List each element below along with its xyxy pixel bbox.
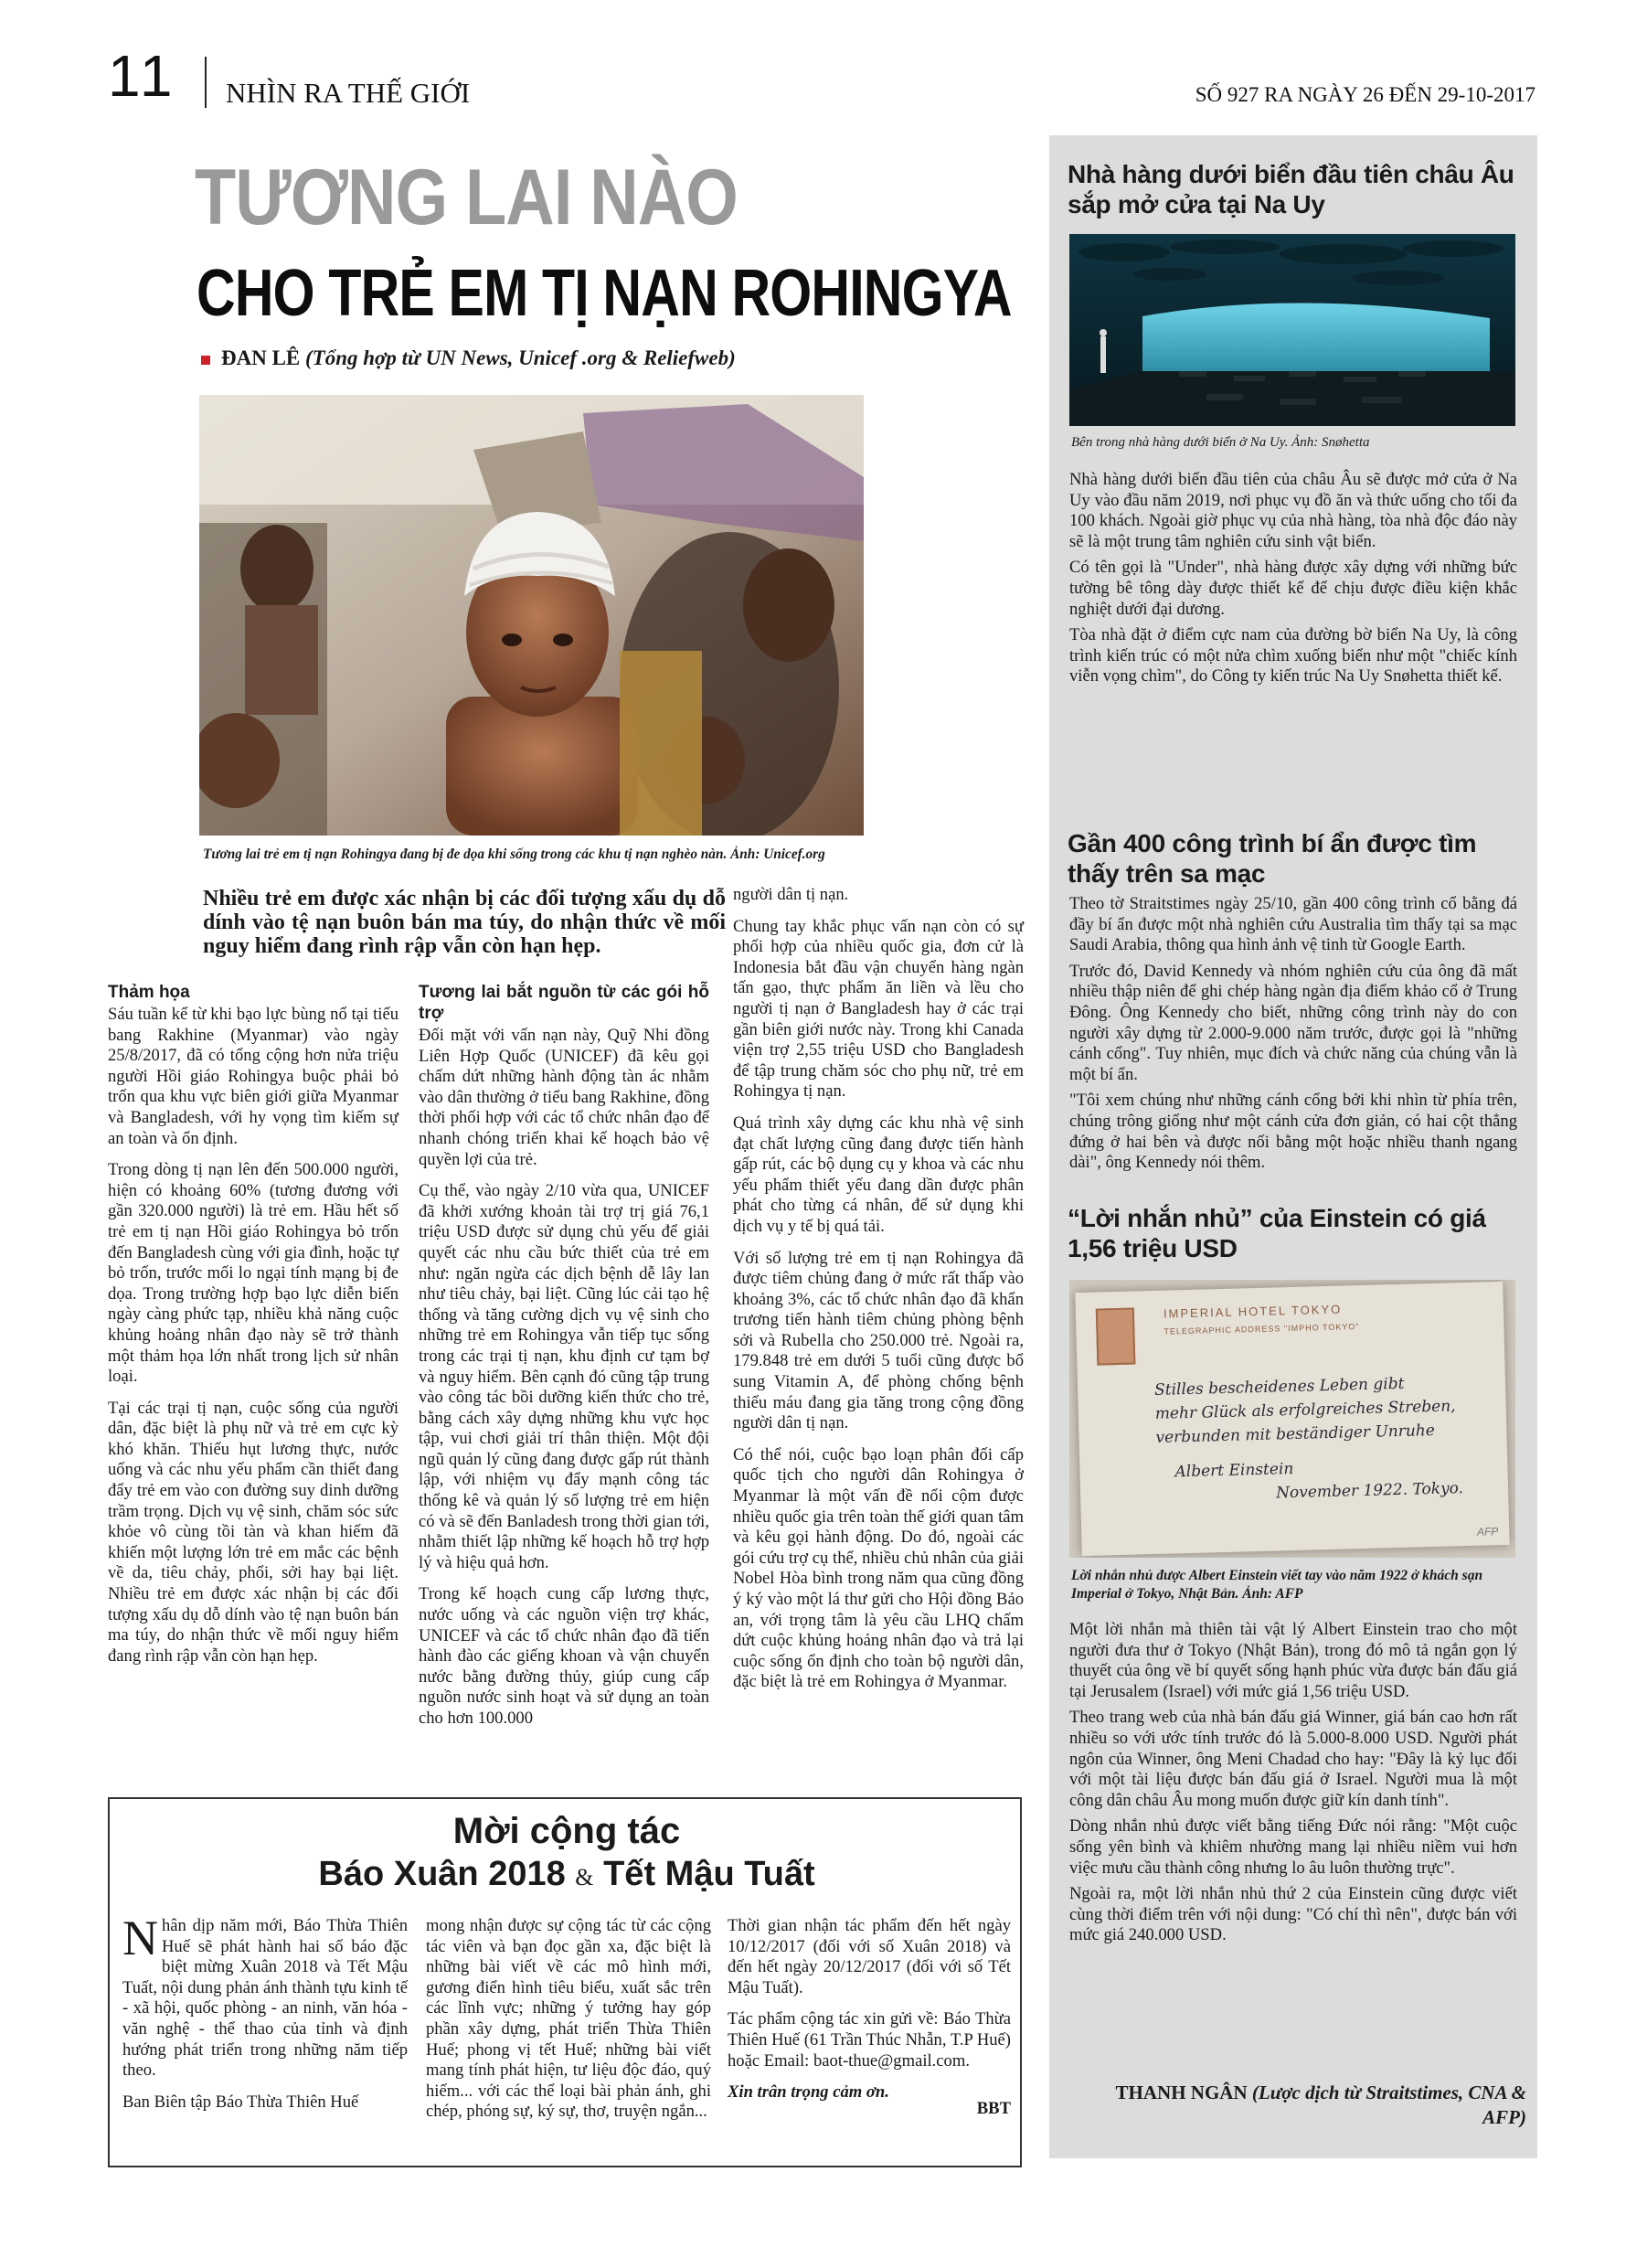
story1-paragraph: Tòa nhà đặt ở điểm cực nam của đường bờ biển Na Uy, là công trình kiến trúc có một nửa chìm xuống biển như một "chiếc kính viễn vọng chìm", do Công ty kiến trúc Na Uy Snøhetta thiết kế. bbox=[1069, 625, 1517, 687]
article-lead: Nhiều trẻ em được xác nhận bị các đối tượng xấu dụ dỗ dính vào tệ nạn buôn bán ma túy, do nhận thức về mối nguy hiểm đang rình rập vẫn còn hạn hẹp. bbox=[203, 887, 726, 958]
story2-paragraph: Theo tờ Straitstimes ngày 25/10, gần 400 công trình cổ bằng đá đầy bí ẩn được một nhà nghiên cứu Australia tìm thấy tại sa mạc Saudi Arabia, thông qua hình ảnh vệ tinh từ Google Earth. bbox=[1069, 894, 1517, 955]
col3-paragraph: người dân tị nạn. bbox=[733, 885, 849, 904]
box-thanks-text: Xin trân trọng cảm ơn. bbox=[728, 2082, 889, 2103]
col1-paragraph: Trong dòng tị nạn lên đến 500.000 người, hiện có khoảng 60% (tương đương với gần 320.000 người) là trẻ em. Hầu hết số trẻ em tị nạn Hồi giáo Rohingya bỏ trốn đến Bangladesh cùng với gia đình, hoặc tự bỏ trốn, trước mối lo ngại tính mạng bị đe dọa. Trong trường hợp bạo lực diễn biến ngày càng phức tạp, nhiều khả năng cuộc khủng hoảng nhân đạo này sẽ trở thành một thảm họa lớn nhất trong lịch sử nhân loại. bbox=[108, 1160, 398, 1387]
box-col1-body: hân dịp năm mới, Báo Thừa Thiên Huế sẽ phát hành hai số báo đặc biệt mừng Xuân 2018 và Tết Mậu Tuất, nội dung phản ánh thành tựu kinh tế - xã hội, quốc phòng - an ninh, văn hóa - văn nghệ - thể thao của tỉnh và định hướng phát triển trong những năm tiếp theo. bbox=[122, 1916, 408, 2081]
article-title-line1: TƯƠNG LAI NÀO bbox=[195, 154, 738, 241]
box-col3-deadline: Thời gian nhận tác phẩm đến hết ngày 10/12/2017 (đối với số Xuân 2018) và đến hết ngày 20/12/2017 (đối với số Tết Mậu Tuất). bbox=[728, 1916, 1011, 1997]
dropcap: N bbox=[122, 1911, 158, 1965]
note-subheader: TELEGRAPHIC ADDRESS "IMPHO TOKYO" bbox=[1164, 1322, 1360, 1336]
sidebar-story2-title: Gần 400 công trình bí ẩn được tìm thấy trên sa mạc bbox=[1068, 829, 1477, 888]
sidebar-story1-caption: Bên trong nhà hàng dưới biển ở Na Uy. Ảnh: Snøhetta bbox=[1071, 435, 1370, 450]
col1-paragraph: Sáu tuần kể từ khi bạo lực bùng nổ tại tiểu bang Rakhine (Myanmar) vào ngày 25/8/2017, đã có tổng cộng hơn nửa triệu người Hồi giáo Rohingya buộc phải bỏ trốn qua khu vực biên giới giữa Myanmar và Bangladesh, với hy vọng tìm kiếm sự an toàn và ổn định. bbox=[108, 1005, 398, 1148]
section-title: NHÌN RA THẾ GIỚI bbox=[226, 77, 471, 109]
heading-tham-hoa: Thảm họa bbox=[108, 983, 190, 1002]
box-col2-text: mong nhận được sự cộng tác từ các cộng tác viên và bạn đọc gần xa, đặc biệt là những bài viết về các mô hình mới, gương điển hình tiêu biểu, xuất sắc trên các lĩnh vực; những ý tưởng hay góp phần xây dựng, phát triển Thừa Thiên Huế; phong vị tết Huế; những bài viết mang tính phát hiện, tư liệu độc đáo, quý hiếm... với các thể loại bài phản ánh, ghi chép, phóng sự, ký sự, thơ, truyện ngắn... bbox=[426, 1916, 711, 2122]
note-line: mehr Glück als erfolgreiches Streben, bbox=[1154, 1397, 1456, 1423]
signature-source: (Lược dịch từ Straitstimes, CNA & AFP) bbox=[1251, 2082, 1526, 2128]
sidebar-story1-body bbox=[1069, 470, 1517, 693]
sidebar-story3-title: “Lời nhắn nhủ” của Einstein có giá 1,56 triệu USD bbox=[1068, 1204, 1486, 1262]
story1-paragraph: Có tên gọi là "Under", nhà hàng được xây dựng với những bức tường bê tông dày được thiết kế để chịu được điều kiện khắc nghiệt dưới đại dương. bbox=[1069, 558, 1517, 619]
article-column-3 bbox=[733, 885, 1024, 1704]
note-header: IMPERIAL HOTEL TOKYO bbox=[1163, 1302, 1343, 1321]
story3-paragraph: Ngoài ra, một lời nhắn nhủ thứ 2 của Einstein cũng được viết cùng thời điểm trên với nội dung: "Có chí thì nên", được bán với mức giá 240.000 USD. bbox=[1069, 1884, 1517, 1945]
box-title-amp: & bbox=[575, 1864, 594, 1890]
sidebar-story3-body bbox=[1069, 1620, 1517, 1952]
article-column-1 bbox=[108, 982, 398, 1677]
note-line: November 1922. Tokyo. bbox=[1275, 1479, 1464, 1503]
note-line: verbunden mit beständiger Unruhe bbox=[1155, 1421, 1436, 1447]
signature-author: THANH NGÂN bbox=[1115, 2082, 1248, 2103]
news-sidebar bbox=[1049, 135, 1537, 2158]
story3-paragraph: Theo trang web của nhà bán đấu giá Winner, giá bán cao hơn rất nhiều so với ước tính trước đó là 5.000-8.000 USD. Người phát ngôn của Winner, ông Meni Chadad cho hay: "Đây là kỷ lục đối với một tài liệu được bán đấu giá ở Israel. Người mua là một công dân châu Âu mong muốn được giữ kín danh tính". bbox=[1069, 1708, 1517, 1810]
underwater-restaurant-art bbox=[1069, 234, 1515, 426]
box-title-line2 bbox=[110, 1854, 1024, 1898]
sidebar-story2-body bbox=[1069, 894, 1517, 1179]
note-handwriting bbox=[1154, 1369, 1505, 1508]
contribution-box bbox=[108, 1797, 1022, 2167]
byline-author: ĐAN LÊ bbox=[221, 346, 301, 369]
box-col3-thanks bbox=[728, 2082, 1011, 2119]
col3-paragraph: Quá trình xây dựng các khu nhà vệ sinh đạt chất lượng cũng đang được tiến hành gấp rút, các bộ dụng cụ y khoa và các nhu yếu phẩm thiết yếu đang dần được phân phát cho từng cá nhân, để sử dụng khi dịch vụ y tế bị quá tải. bbox=[733, 1113, 1024, 1236]
note-paper bbox=[1075, 1282, 1509, 1556]
box-column-2 bbox=[426, 1916, 711, 2134]
col2-paragraph: Trong kế hoạch cung cấp lương thực, nước uống và các nguồn viện trợ khác, UNICEF và các tổ chức nhân đạo đã tiến hành đào các giếng khoan và vận chuyển nước bằng đường thủy, giúp cung cấp nguồn nước sinh hoạt và sử dụng an toàn cho hơn 100.000 bbox=[419, 1584, 709, 1728]
header-divider bbox=[205, 57, 207, 108]
main-photo-caption: Tương lai trẻ em tị nạn Rohingya đang bị đe dọa khi sống trong các khu tị nạn nghèo nàn. Ảnh: Unicef.org bbox=[203, 847, 825, 862]
refugee-child-photo-art bbox=[199, 395, 864, 836]
col3-paragraph: Với số lượng trẻ em tị nạn Rohingya đã được tiêm chủng đang ở mức rất thấp vào khoảng 3%, các tổ chức nhân đạo đã khẩn trương tiến hành tiêm chủng phòng bệnh sởi và Rubella cho 250.000 trẻ. Ngoài ra, 179.848 trẻ em dưới 5 tuổi cũng được bổ sung Vitamin A, để phòng chống bệnh thiếu máu đang gia tăng trong cộng đồng người dân tị nạn. bbox=[733, 1248, 1024, 1433]
page-number: 11 bbox=[108, 43, 176, 109]
story3-paragraph: Dòng nhắn nhủ được viết bằng tiếng Đức nói rằng: "Một cuộc sống yên bình và khiêm nhường mang lại nhiều niềm vui hơn việc mưu cầu thành công nhưng lo âu luôn thường trực". bbox=[1069, 1816, 1517, 1878]
sidebar-story3-signature bbox=[1097, 2081, 1526, 2130]
article-title-line2: CHO TRẺ EM TỊ NẠN ROHINGYA bbox=[197, 257, 1012, 330]
box-title-tet: Tết Mậu Tuất bbox=[603, 1855, 815, 1893]
col3-paragraph: Có thể nói, cuộc bạo loạn phân đối cấp quốc tịch cho người dân Rohingya ở Myanmar là một vấn đề nổi cộm được nhiều quốc gia trên toàn thế giới quan tâm và kêu gọi hành động. Do đó, ngoài các gói cứu trợ cụ thể, nhiều chủ nhân của giải Nobel Hòa bình trong năm qua cũng đồng ý ký vào một lá thư gửi cho Hội đồng Bảo an, với trọng tâm là yêu cầu LHQ chấm dứt cuộc khủng hoảng nhân đạo và trả lại cuộc sống ổn định cho toàn bộ người dân, đặc biệt là trẻ em Rohingya ở Myanmar. bbox=[733, 1444, 1024, 1692]
byline-marker bbox=[201, 356, 210, 365]
hotel-logo-icon bbox=[1096, 1307, 1136, 1365]
col2-paragraph: Cụ thể, vào ngày 2/10 vừa qua, UNICEF đã khởi xướng khoản tài trợ trị giá 76,1 triệu USD được sử dụng chủ yếu để giải quyết các nhu cầu bức thiết của trẻ em như: ngăn ngừa các dịch bệnh dễ lây lan như tiêu chảy, bại liệt. Cũng lúc cải tạo hệ thống và tăng cường dịch vụ vệ sinh cho những trẻ em Rohingya vẫn tiếp tục sống trong các trại tị nạn, khu định cư tạm bợ và nguy hiểm. Bên cạnh đó cũng tập trung vào công tác bồi dưỡng kiến thức cho trẻ, bằng cách xây dựng những khu vực học tập, vui chơi giải trí thân thiện. Một đội ngũ quản lý cũng đang được gấp rút thành lập, với nhiệm vụ đẩy mạnh công tác thống kê và quản lý số lượng trẻ em hiện có và sẽ đến Banladesh trong thời gian tới, nhằm thiết lập những kế hoạch hỗ trợ hợp lý và hiệu quả hơn. bbox=[419, 1181, 709, 1572]
box-title-line1: Mời cộng tác bbox=[452, 1811, 681, 1851]
box-col3-address: Tác phẩm cộng tác xin gửi về: Báo Thừa Thiên Huế (61 Trần Thúc Nhẫn, T.P Huế) hoặc Email: baot-thue@gmail.com. bbox=[728, 2009, 1011, 2071]
box-col1-sign: Ban Biên tập Báo Thừa Thiên Huế bbox=[122, 2092, 359, 2112]
sidebar-story1-title: Nhà hàng dưới biển đầu tiên châu Âu sắp mở cửa tại Na Uy bbox=[1068, 160, 1514, 218]
col3-paragraph: Chung tay khắc phục vấn nạn còn có sự phối hợp của nhiều quốc gia, đơn cử là Indonesia bắt đầu vận chuyển hàng ngàn tấn gạo, thực phẩm ăn liền và lều cho người tị nạn ở Bangladesh hay ở các trại gần biên giới nước này. Trong khi Canada viện trợ 2,55 triệu USD cho Bangladesh để tập trung chăm sóc cho phụ nữ, trẻ em Rohingya tị nạn. bbox=[733, 916, 1024, 1102]
box-signature: BBT bbox=[976, 2099, 1011, 2119]
byline bbox=[201, 346, 736, 371]
story3-paragraph: Một lời nhắn mà thiên tài vật lý Albert Einstein trao cho một người đưa thư ở Tokyo (Nhật Bản), trong đó mô tả ngắn gọn lý thuyết của ông về bí quyết sống hạnh phúc vừa được bán đấu giá tại Jerusalem (Israel) với mức giá 1,56 triệu USD. bbox=[1069, 1620, 1517, 1701]
underwater-restaurant-photo bbox=[1069, 234, 1515, 426]
note-line: Stilles bescheidenes Leben gibt bbox=[1153, 1374, 1405, 1400]
afp-watermark: AFP bbox=[1476, 1525, 1499, 1539]
article-column-2 bbox=[419, 982, 709, 1741]
box-column-3 bbox=[728, 1916, 1011, 2119]
story2-paragraph: "Tôi xem chúng như những cánh cổng bởi khi nhìn từ phía trên, chúng trông giống như một cánh cửa đơn giản, có hai cột thẳng đứng ở hai bên và được nối bằng một hoặc nhiều thanh ngang dài", ông Kennedy nói thêm. bbox=[1069, 1091, 1517, 1173]
box-title-xuan: Báo Xuân 2018 bbox=[318, 1855, 566, 1893]
byline-source: (Tổng hợp từ UN News, Unicef .org & Reliefweb) bbox=[305, 346, 736, 369]
col2-paragraph: Đối mặt với vấn nạn này, Quỹ Nhi đồng Liên Hợp Quốc (UNICEF) đã kêu gọi chấm dứt những hành động tàn ác nhằm vào dân thường ở tiểu bang Rakhine, đồng thời phối hợp với các tổ chức nhân đạo để nhanh chóng triển khai kế hoạch bảo vệ quyền lợi của trẻ. bbox=[419, 1026, 709, 1169]
box-column-1 bbox=[122, 1911, 408, 2124]
story1-paragraph: Nhà hàng dưới biển đầu tiên của châu Âu sẽ được mở cửa ở Na Uy vào đầu năm 2019, nơi phục vụ đồ ăn và thức uống cho tối đa 100 khách. Ngoài giờ phục vụ của nhà hàng, tòa nhà độc đáo này sẽ là một trung tâm nghiên cứu sinh vật biển. bbox=[1069, 470, 1517, 551]
col1-paragraph: Tại các trại tị nạn, cuộc sống của người dân, đặc biệt là phụ nữ và trẻ em cực kỳ khó khăn. Thiếu hụt lương thực, nước uống và các nhu yếu phẩm cần thiết đang đẩy trẻ em vào con đường suy dinh dưỡng trầm trọng. Dịch vụ vệ sinh, chăm sóc sức khỏe vô cùng tồi tàn và khan hiếm đã khiến một lượng lớn trẻ em mắc các bệnh về da, tiêu chảy, phổi, sởi hay bại liệt. Nhiều trẻ em được xác nhận bị các đối tượng xấu dụ dỗ dính vào tệ nạn buôn bán ma túy, do nhận thức về mối nguy hiểm đang rình rập vẫn còn hạn hẹp. bbox=[108, 1398, 398, 1666]
issue-info: SỐ 927 RA NGÀY 26 ĐẾN 29-10-2017 bbox=[1195, 83, 1535, 106]
sidebar-story3-caption: Lời nhắn nhủ được Albert Einstein viết tay vào năm 1922 ở khách sạn Imperial ở Tokyo, Nhật Bản. Ảnh: AFP bbox=[1071, 1568, 1483, 1602]
box-col1-text bbox=[122, 1911, 408, 2082]
note-line: Albert Einstein bbox=[1174, 1459, 1294, 1482]
story2-paragraph: Trước đó, David Kennedy và nhóm nghiên cứu của ông đã mất nhiều thập niên để ghi chép hàng ngàn địa điểm khảo cổ ở Trung Đông. Ông Kennedy cho biết, những công trình này do con người xây dựng từ 2.000-9.000 năm trước, được gọi là "những cánh cổng". Tuy nhiên, mục đích và chức năng của chúng vẫn là một bí ẩn. bbox=[1069, 961, 1517, 1084]
einstein-note-photo bbox=[1069, 1280, 1515, 1558]
refugee-child-photo bbox=[199, 395, 864, 836]
page-header bbox=[0, 0, 1647, 119]
heading-tuong-lai: Tương lai bắt nguồn từ các gói hỗ trợ bbox=[419, 983, 709, 1023]
